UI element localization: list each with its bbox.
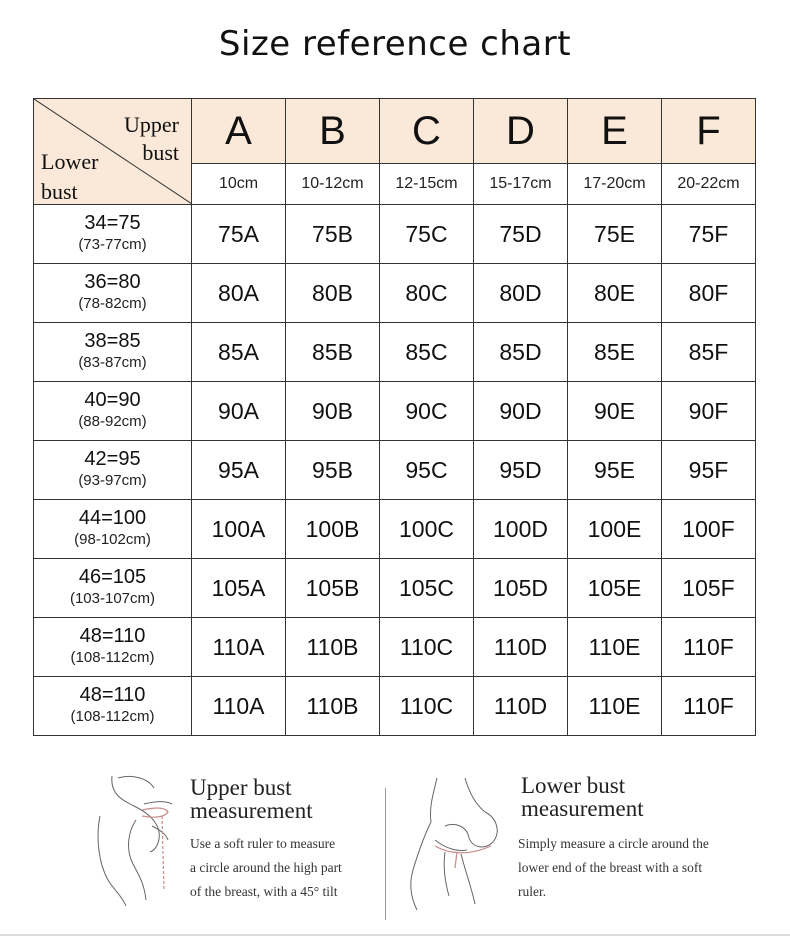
size-cell: 85F [662,323,756,382]
size-table-body [34,205,756,736]
upper-desc-line: of the breast, with a 45° tilt [190,884,338,899]
size-cell: 110F [662,677,756,736]
size-cell: 105B [286,559,380,618]
lower-bust-size [34,382,192,441]
size-cell: 85B [286,323,380,382]
size-cell: 90F [662,382,756,441]
size-table [33,98,756,736]
size-cell: 90E [568,382,662,441]
size-cell: 100C [380,500,474,559]
upper-label-line2: bust [142,140,179,165]
size-cell: 95F [662,441,756,500]
lower-desc-line: lower end of the breast with a soft [518,860,703,875]
size-cell: 80D [474,264,568,323]
lower-bust-main: 48=110 [79,625,146,647]
size-row [34,264,756,323]
cup-letter: B [286,99,380,164]
size-cell: 80C [380,264,474,323]
size-cell: 80A [192,264,286,323]
cup-range: 10cm [192,164,286,205]
cup-range: 17-20cm [568,164,662,205]
size-cell: 95A [192,441,286,500]
size-cell: 100D [474,500,568,559]
lower-bust-range: (98-102cm) [74,531,151,548]
lower-bust-range: (73-77cm) [78,236,147,253]
lower-bust-size [34,677,192,736]
lower-bust-size [34,323,192,382]
size-cell: 90C [380,382,474,441]
lower-bust-range: (88-92cm) [78,413,147,430]
upper-desc-line: Use a soft ruler to measure [190,836,336,851]
size-cell: 110A [192,618,286,677]
upper-heading-line1: Upper bust [190,775,292,800]
cup-range: 20-22cm [662,164,756,205]
lower-bust-range: (93-97cm) [78,472,147,489]
size-row [34,382,756,441]
size-cell: 110B [286,677,380,736]
size-cell: 75C [380,205,474,264]
size-cell: 105D [474,559,568,618]
lower-desc-line: Simply measure a circle around the [518,836,709,851]
cup-range: 12-15cm [380,164,474,205]
footer-line [0,934,790,936]
size-cell: 110B [286,618,380,677]
lower-bust-main: 44=100 [78,507,147,529]
size-cell: 110C [380,677,474,736]
size-cell: 105E [568,559,662,618]
lower-bust-axis-label [41,147,98,207]
lower-bust-main: 46=105 [78,566,147,588]
lower-bust-range: (78-82cm) [78,295,147,312]
cup-letter: A [192,99,286,164]
size-cell: 90B [286,382,380,441]
lower-bust-range: (83-87cm) [78,354,147,371]
upper-label-line1: Upper [124,112,179,137]
size-row [34,323,756,382]
size-row [34,441,756,500]
size-cell: 100A [192,500,286,559]
lower-label-line2: bust [41,179,78,204]
lower-desc-line: ruler. [518,884,547,899]
lower-bust-size [34,205,192,264]
lower-bust-range: (103-107cm) [69,590,156,607]
lower-bust-figure-icon [405,774,515,914]
lower-bust-heading [521,774,644,820]
size-cell: 100E [568,500,662,559]
size-cell: 75A [192,205,286,264]
size-cell: 85A [192,323,286,382]
page-title: Size reference chart [218,24,572,64]
size-cell: 90D [474,382,568,441]
size-cell: 75F [662,205,756,264]
size-row [34,618,756,677]
size-cell: 110E [568,677,662,736]
size-cell: 110C [380,618,474,677]
size-cell: 95E [568,441,662,500]
lower-bust-main: 34=75 [84,212,141,234]
size-row [34,500,756,559]
size-cell: 85D [474,323,568,382]
upper-heading-line2: measurement [190,798,313,823]
size-cell: 80B [286,264,380,323]
lower-heading-line2: measurement [521,796,644,821]
lower-bust-size [34,559,192,618]
upper-bust-heading [190,776,313,822]
size-cell: 110F [662,618,756,677]
cup-range: 10-12cm [286,164,380,205]
size-cell: 105F [662,559,756,618]
lower-label-line1: Lower [41,149,99,174]
upper-bust-figure-icon [92,770,184,910]
size-cell: 105C [380,559,474,618]
size-cell: 75E [568,205,662,264]
size-row [34,677,756,736]
size-cell: 90A [192,382,286,441]
size-row [34,205,756,264]
corner-header-cell [34,99,192,205]
lower-bust-main: 48=110 [79,684,146,706]
size-cell: 85E [568,323,662,382]
cup-letter: E [568,99,662,164]
upper-bust-description [190,832,342,904]
lower-bust-size [34,500,192,559]
upper-desc-line: a circle around the high part [190,860,342,875]
size-cell: 100B [286,500,380,559]
lower-bust-range: (108-112cm) [70,708,155,725]
lower-bust-description [518,832,709,904]
size-cell: 110A [192,677,286,736]
lower-heading-line1: Lower bust [521,773,626,798]
lower-bust-size [34,618,192,677]
upper-bust-axis-label [124,111,179,167]
lower-bust-size [34,264,192,323]
section-divider [385,788,386,920]
cup-letter: F [662,99,756,164]
size-cell: 95D [474,441,568,500]
size-cell: 95C [380,441,474,500]
size-cell: 75B [286,205,380,264]
header-letter-row [34,99,756,164]
lower-bust-main: 42=95 [84,448,141,470]
size-cell: 100F [662,500,756,559]
size-cell: 80E [568,264,662,323]
lower-bust-main: 38=85 [84,330,141,352]
lower-bust-size [34,441,192,500]
size-cell: 110D [474,677,568,736]
cup-letter: C [380,99,474,164]
size-row [34,559,756,618]
lower-bust-main: 40=90 [84,389,141,411]
cup-range: 15-17cm [474,164,568,205]
size-cell: 105A [192,559,286,618]
size-cell: 95B [286,441,380,500]
size-cell: 75D [474,205,568,264]
size-cell: 110D [474,618,568,677]
lower-bust-range: (108-112cm) [70,649,155,666]
cup-letter: D [474,99,568,164]
size-cell: 80F [662,264,756,323]
size-cell: 110E [568,618,662,677]
lower-bust-main: 36=80 [84,271,141,293]
size-cell: 85C [380,323,474,382]
measurement-guide [0,760,790,935]
